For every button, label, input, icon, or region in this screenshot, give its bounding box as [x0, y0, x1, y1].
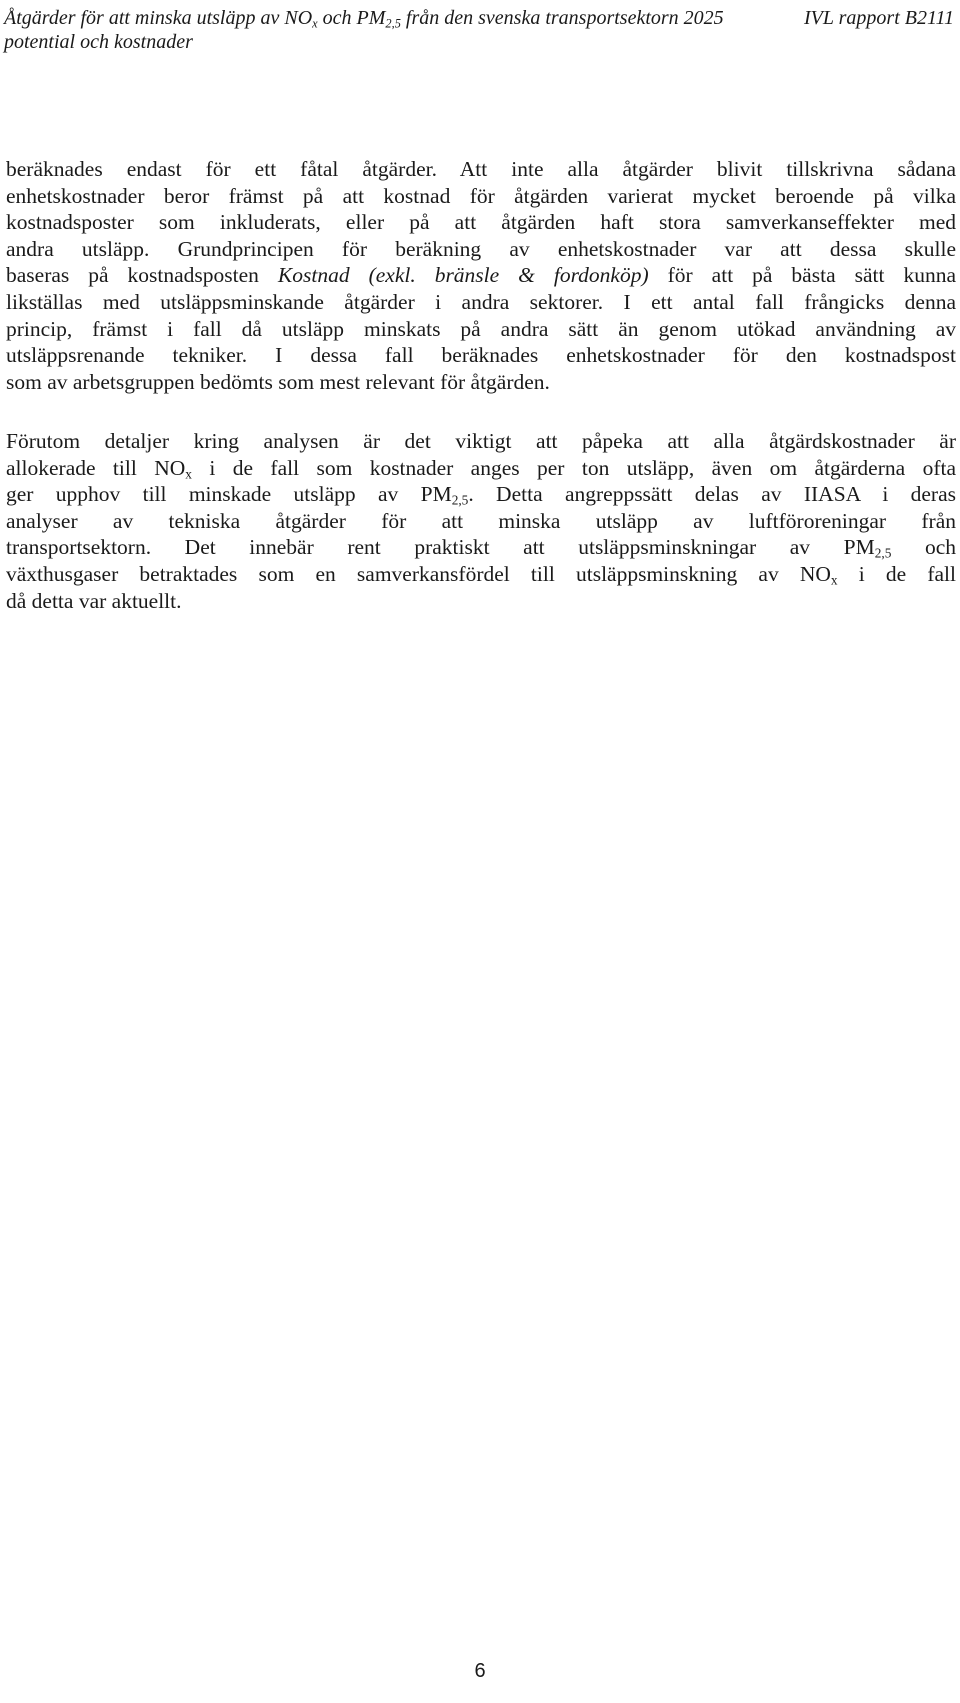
- text-run: då detta var aktuellt.: [6, 588, 182, 613]
- text-run: utsläppsrenande tekniker. I dessa fall beräknades enhetskostnader för den kostnadspost: [6, 343, 956, 368]
- text-line: [6, 316, 956, 343]
- subscript: 2,5: [874, 546, 892, 562]
- text-line: [6, 455, 956, 482]
- body-paragraph: [6, 156, 956, 395]
- text-line: [6, 289, 956, 316]
- text-line: [6, 342, 956, 369]
- text-run: transportsektorn. Det innebär rent praktiskt att utsläppsminskningar av PM: [6, 535, 875, 560]
- text-run: baseras på kostnadsposten: [6, 263, 278, 288]
- text-run: . Detta angreppssätt delas av IIASA i deras: [468, 482, 956, 507]
- text-run: växthusgaser betraktades som en samverkansfördel till utsläppsminskning av NO: [6, 561, 831, 586]
- text-run: enhetskostnader beror främst på att kostnad för åtgärden varierat mycket beroende på vilka: [6, 183, 956, 208]
- text-line: [6, 508, 956, 535]
- subscript: x: [185, 466, 192, 482]
- text-line: [6, 428, 956, 455]
- body-paragraph: [6, 428, 956, 614]
- text-line: [6, 369, 956, 396]
- header-title-text: från den svenska transportsektorn 2025: [400, 7, 724, 29]
- italic-text: Kostnad (exkl. bränsle & fordonköp): [277, 263, 649, 288]
- text-line: [6, 183, 956, 210]
- header-subscript: x: [312, 16, 318, 31]
- text-run: allokerade till NO: [6, 455, 186, 480]
- text-line: [6, 156, 956, 183]
- text-line: [6, 534, 956, 561]
- header-title-text: Åtgärder för att minska utsläpp av NO: [4, 7, 313, 29]
- text-run: i de fall som kostnader anges per ton utsläpp, även om åtgärderna ofta: [191, 455, 956, 480]
- report-id: IVL rapport B2111: [803, 7, 954, 29]
- text-run: analyser av tekniska åtgärder för att minska utsläpp av luftföroreningar från: [6, 508, 956, 533]
- text-line: [6, 561, 956, 588]
- text-line: [6, 236, 956, 263]
- page-number: 6: [474, 1660, 486, 1682]
- text-run: och: [891, 535, 956, 560]
- subscript: x: [830, 572, 838, 588]
- text-line: [6, 588, 956, 615]
- text-run: beräknades endast för ett fåtal åtgärder. Att inte alla åtgärder blivit tillskrivna sådana: [6, 157, 956, 181]
- header-subscript: 2,5: [385, 16, 401, 31]
- header-subtitle: potential och kostnader: [4, 31, 193, 53]
- page-header: [4, 6, 954, 54]
- text-run: för att på bästa sätt kunna: [648, 263, 956, 288]
- text-run: andra utsläpp. Grundprincipen för beräkning av enhetskostnader var att dessa skulle: [6, 236, 956, 261]
- text-run: i de fall: [837, 561, 956, 586]
- text-run: ger upphov till minskade utsläpp av PM: [6, 482, 452, 507]
- text-run: likställas med utsläppsminskande åtgärder i andra sektorer. I ett antal fall frångicks denna: [6, 289, 956, 314]
- text-run: princip, främst i fall då utsläpp minskats på andra sätt än genom utökad användning av: [6, 316, 956, 341]
- text-line: [6, 262, 956, 289]
- text-run: Förutom detaljer kring analysen är det viktigt att påpeka att alla åtgärdskostnader är: [6, 429, 956, 453]
- header-title-text: och PM: [317, 7, 386, 29]
- subscript: 2,5: [451, 492, 469, 508]
- text-run: kostnadsposter som inkluderats, eller på att åtgärden haft stora samverkanseffekter med: [6, 210, 956, 235]
- text-line: [6, 209, 956, 236]
- text-run: som av arbetsgruppen bedömts som mest relevant för åtgärden.: [6, 369, 550, 394]
- header-title: [4, 6, 954, 30]
- text-line: [6, 481, 956, 508]
